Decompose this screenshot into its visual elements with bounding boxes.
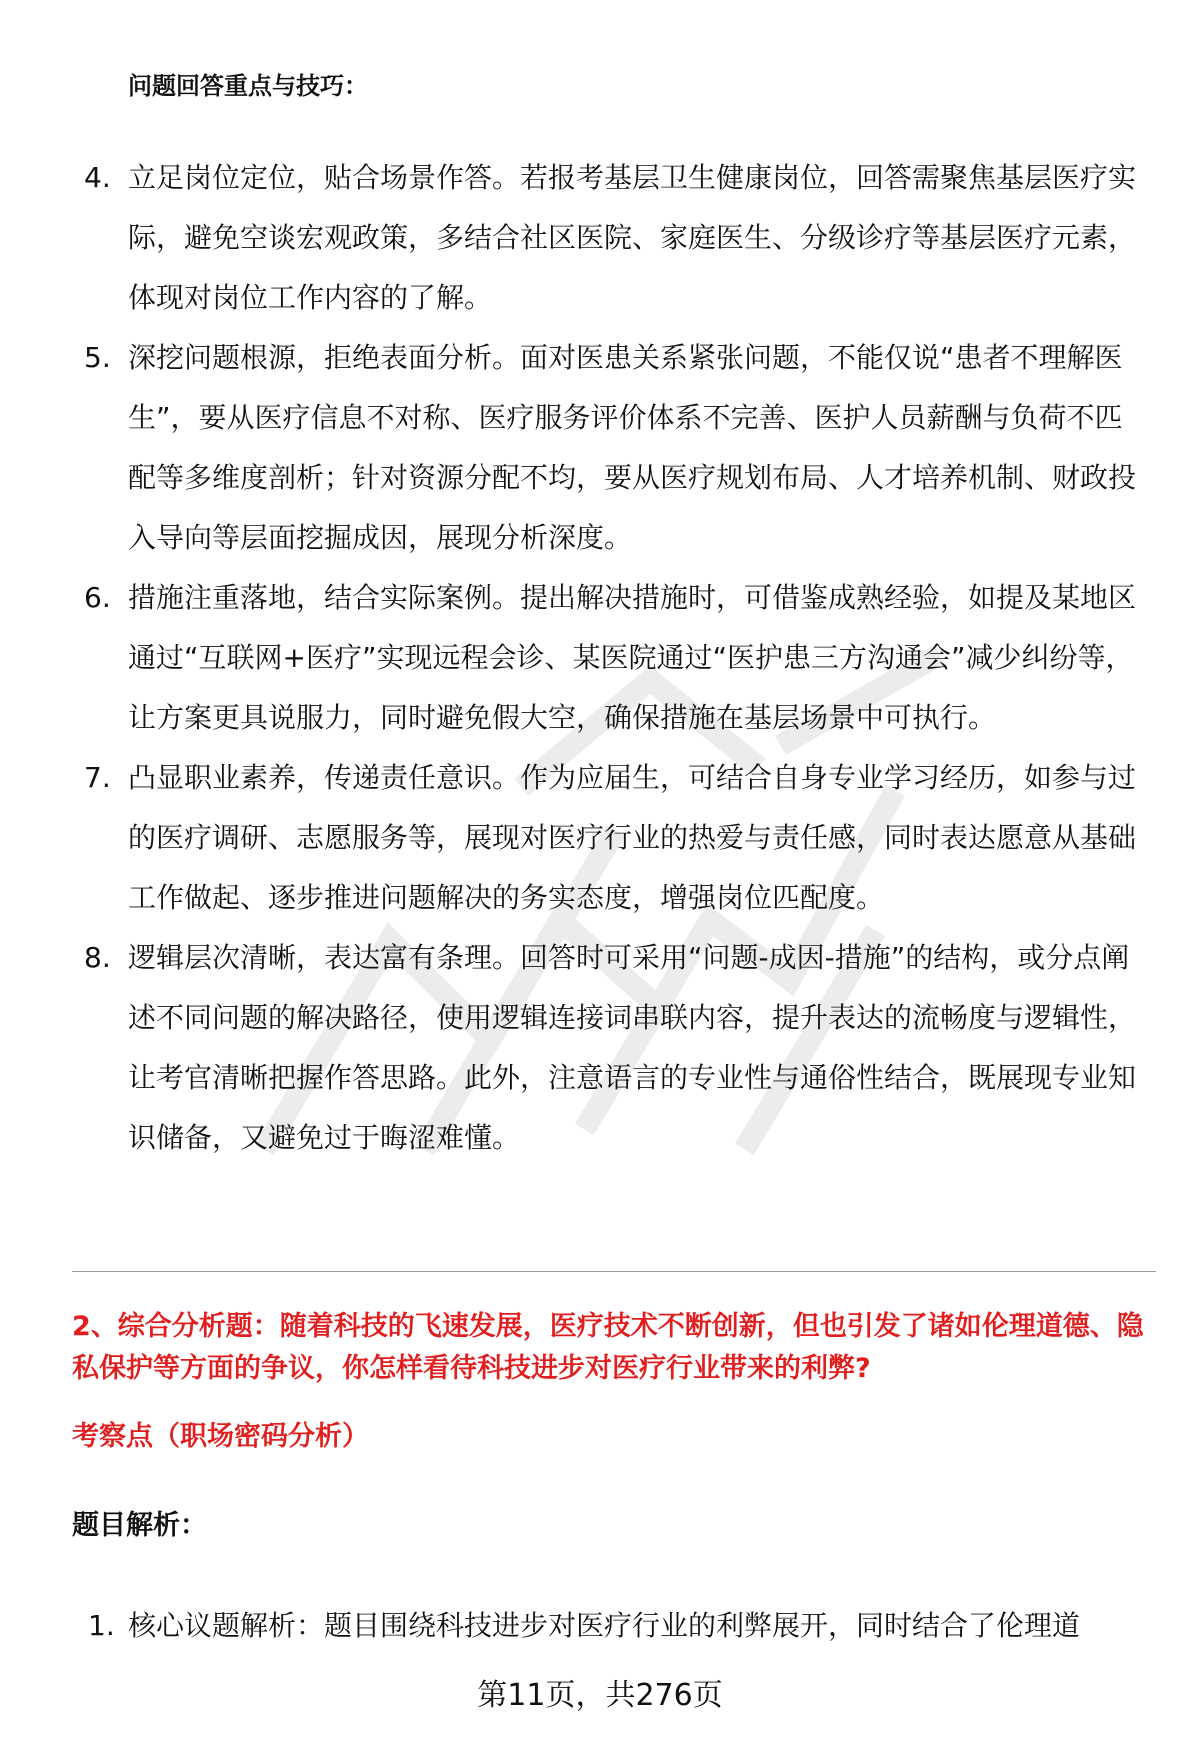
list-item-number: 8. (84, 941, 111, 974)
list-item (70, 928, 1150, 1168)
list-item (70, 328, 1150, 568)
exam-point-heading: 考察点（职场密码分析） (72, 1421, 369, 1452)
list-item (70, 568, 1150, 748)
question-title: 2、综合分析题：随着科技的飞速发展，医疗技术不断创新，但也引发了诸如伦理道德、隐私保护等方面的争议，你怎样看待科技进步对医疗行业带来的利弊? (72, 1311, 1144, 1384)
section-heading: 问题回答重点与技巧： (128, 72, 368, 100)
list-item-text: 凸显职业素养，传递责任意识。作为应届生，可结合自身专业学习经历，如参与过的医疗调研、志愿服务等，展现对医疗行业的热爱与责任感，同时表达愿意从基础工作做起、逐步推进问题解决的务实态度，增强岗位匹配度。 (128, 761, 1137, 914)
tips-list (70, 148, 1150, 1168)
list-item (70, 1596, 1156, 1656)
list-item-number: 4. (84, 161, 111, 194)
section-divider (72, 1271, 1156, 1272)
list-item (70, 148, 1150, 328)
list-item-text: 核心议题解析：题目围绕科技进步对医疗行业的利弊展开，同时结合了伦理道 (128, 1609, 1081, 1642)
list-item-number: 5. (84, 341, 111, 374)
analysis-list (70, 1596, 1156, 1656)
list-item-number: 1. (88, 1609, 115, 1642)
analysis-heading: 题目解析： (72, 1510, 207, 1541)
list-item-text: 措施注重落地，结合实际案例。提出解决措施时，可借鉴成熟经验，如提及某地区通过“互联网+医疗”实现远程会诊、某医院通过“医护患三方沟通会”减少纠纷等，让方案更具说服力，同时避免假大空，确保措施在基层场景中可执行。 (128, 581, 1137, 734)
list-item-text: 深挖问题根源，拒绝表面分析。面对医患关系紧张问题，不能仅说“患者不理解医生”，要从医疗信息不对称、医疗服务评价体系不完善、医护人员薪酬与负荷不匹配等多维度剖析；针对资源分配不均，要从医疗规划布局、人才培养机制、财政投入导向等层面挖掘成因，展现分析深度。 (128, 341, 1137, 554)
list-item-number: 7. (84, 761, 111, 794)
list-item-text: 逻辑层次清晰，表达富有条理。回答时可采用“问题-成因-措施”的结构，或分点阐述不同问题的解决路径，使用逻辑连接词串联内容，提升表达的流畅度与逻辑性，让考官清晰把握作答思路。此外，注意语言的专业性与通俗性结合，既展现专业知识储备，又避免过于晦涩难懂。 (128, 941, 1137, 1154)
list-item-number: 6. (84, 581, 111, 614)
page-footer: 第11页，共276页 (477, 1678, 723, 1713)
list-item (70, 748, 1150, 928)
list-item-text: 立足岗位定位，贴合场景作答。若报考基层卫生健康岗位，回答需聚焦基层医疗实际，避免空谈宏观政策，多结合社区医院、家庭医生、分级诊疗等基层医疗元素，体现对岗位工作内容的了解。 (128, 161, 1137, 314)
